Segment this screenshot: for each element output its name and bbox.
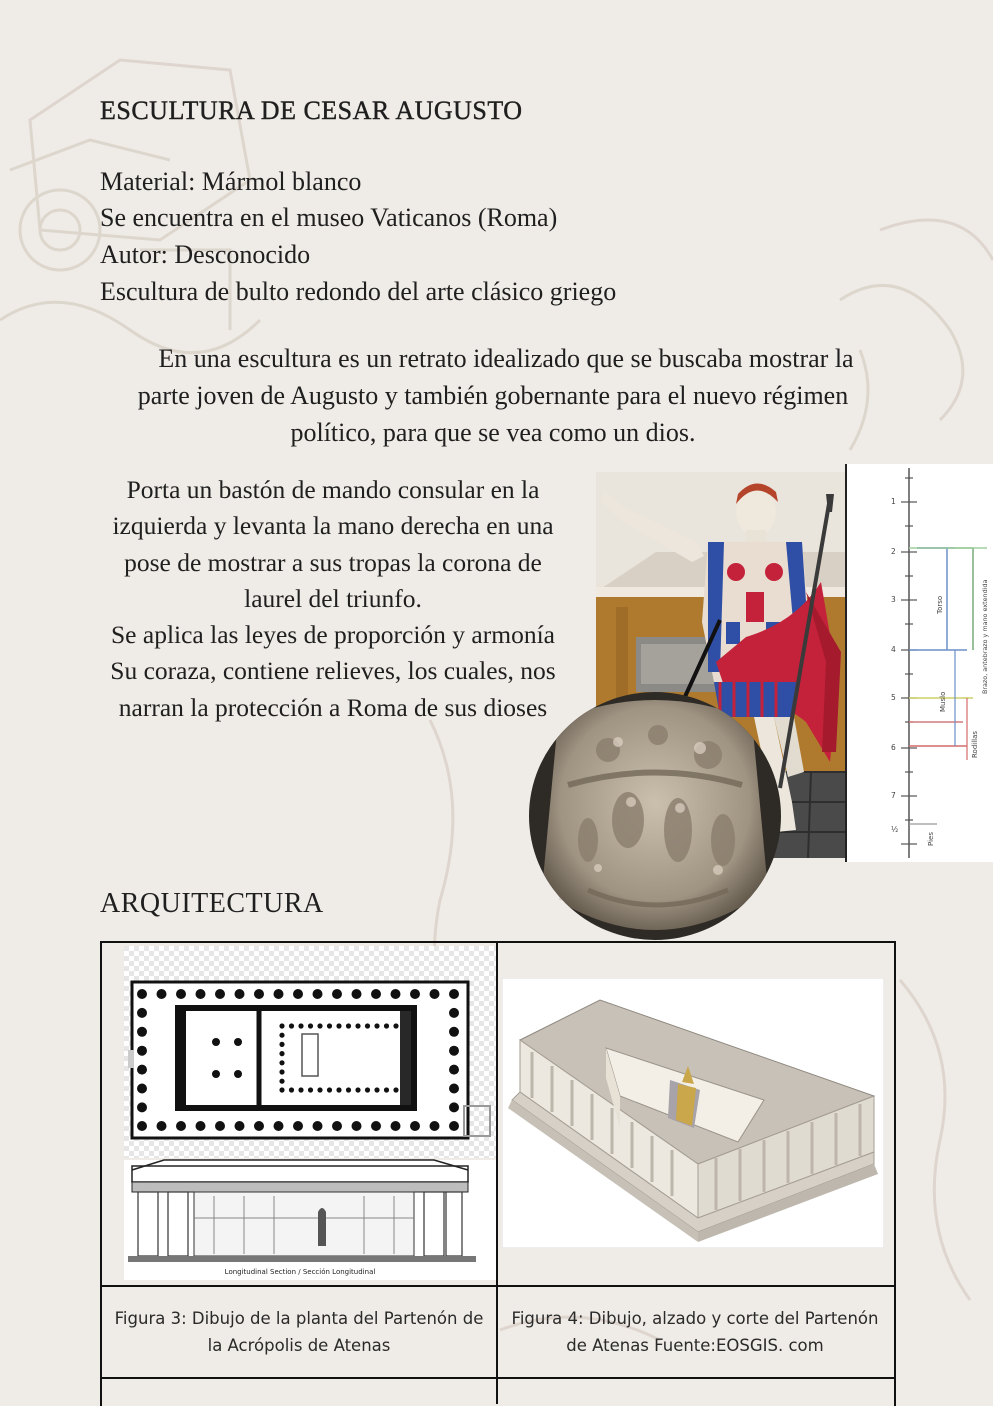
column-mark xyxy=(365,1087,370,1092)
column-mark xyxy=(289,1087,294,1092)
column-mark xyxy=(336,1023,341,1028)
column-mark xyxy=(254,989,264,999)
info-location: Se encuentra en el museo Vaticanos (Roma) xyxy=(100,203,558,232)
paragraph-line: político, para que se vea como un dios. xyxy=(290,418,696,447)
column-mark xyxy=(332,989,342,999)
column-mark xyxy=(374,1023,379,1028)
description-paragraph xyxy=(98,340,888,451)
details-paragraph xyxy=(88,472,578,726)
column-mark xyxy=(449,1046,459,1056)
column-mark xyxy=(279,1069,284,1074)
paragraph-line: Su coraza, contiene relieves, los cuales, nos xyxy=(110,656,556,686)
paragraph-line: parte joven de Augusto y también gobernante para el nuevo régimen xyxy=(137,381,849,410)
column-mark xyxy=(157,1121,167,1131)
table-divider xyxy=(100,1285,894,1287)
column-mark xyxy=(365,1023,370,1028)
column-mark xyxy=(449,1065,459,1075)
column-mark xyxy=(137,1046,147,1056)
column-mark xyxy=(176,989,186,999)
parthenon-plan-drawing xyxy=(124,946,496,1280)
column-mark xyxy=(346,1023,351,1028)
column-mark xyxy=(289,1023,294,1028)
column-mark xyxy=(391,1121,401,1131)
column-mark xyxy=(137,1102,147,1112)
column-mark xyxy=(279,1060,284,1065)
column-mark xyxy=(298,1087,303,1092)
column-mark xyxy=(449,1008,459,1018)
column-mark xyxy=(449,989,459,999)
column-mark xyxy=(196,989,206,999)
cuirass-relief-detail xyxy=(528,690,782,942)
column-mark xyxy=(332,1121,342,1131)
column-mark xyxy=(196,1121,206,1131)
chart-number: 7 xyxy=(891,791,896,800)
column-mark xyxy=(279,1042,284,1047)
column-mark xyxy=(336,1087,341,1092)
column-mark xyxy=(355,1087,360,1092)
column-mark xyxy=(298,1023,303,1028)
caption-line: Figura 3: Dibujo de la planta del Partenón de xyxy=(114,1309,484,1328)
column-mark xyxy=(327,1087,332,1092)
column-mark xyxy=(384,1023,389,1028)
paragraph-line: narran la protección a Roma de sus dioses xyxy=(118,692,548,722)
parthenon-3d-illustration xyxy=(502,978,884,1248)
column-mark xyxy=(235,1121,245,1131)
column-mark xyxy=(235,989,245,999)
figure-caption-4 xyxy=(498,1305,892,1359)
paragraph-line: pose de mostrar a sus tropas la corona de xyxy=(124,547,542,577)
paragraph-line: Porta un bastón de mando consular en la xyxy=(126,475,540,504)
caption-line: la Acrópolis de Atenas xyxy=(207,1336,391,1355)
column-mark xyxy=(449,1121,459,1131)
column-mark xyxy=(137,1121,147,1131)
column-mark xyxy=(279,1033,284,1038)
column-mark xyxy=(346,1087,351,1092)
column-mark xyxy=(215,989,225,999)
column-mark xyxy=(274,989,284,999)
column-mark xyxy=(157,989,167,999)
chart-label-pies: Pies xyxy=(927,832,935,846)
column-mark xyxy=(355,1023,360,1028)
column-mark xyxy=(279,1087,284,1092)
column-mark xyxy=(371,989,381,999)
column-mark xyxy=(279,1079,284,1084)
column-mark xyxy=(374,1087,379,1092)
info-material: Material: Mármol blanco xyxy=(100,167,362,196)
info-author: Autor: Desconocido xyxy=(100,240,311,269)
column-mark xyxy=(384,1087,389,1092)
column-mark xyxy=(449,1084,459,1094)
page-title: ESCULTURA DE CESAR AUGUSTO xyxy=(100,96,523,125)
column-mark xyxy=(293,1121,303,1131)
section-heading-architecture: ARQUITECTURA xyxy=(100,888,324,919)
column-mark xyxy=(317,1087,322,1092)
chart-number: 6 xyxy=(891,743,896,752)
caption-line: Figura 4: Dibujo, alzado y corte del Partenón xyxy=(511,1309,879,1328)
column-mark xyxy=(391,989,401,999)
column-mark xyxy=(308,1023,313,1028)
column-mark xyxy=(279,1051,284,1056)
paragraph-line: En una escultura es un retrato idealizado que se buscaba mostrar la xyxy=(158,344,854,373)
column-mark xyxy=(137,1008,147,1018)
proportion-chart xyxy=(845,464,993,862)
chart-number: 2 xyxy=(891,547,896,556)
column-mark xyxy=(393,1087,398,1092)
chart-number: ½ xyxy=(891,825,899,834)
chart-number: 4 xyxy=(891,645,896,654)
column-mark xyxy=(449,1027,459,1037)
chart-label-brazo: Brazo, antebrazo y mano extendida xyxy=(981,579,989,694)
column-mark xyxy=(137,1084,147,1094)
chart-number: 5 xyxy=(891,693,896,702)
column-mark xyxy=(176,1121,186,1131)
chart-label-rodillas: Rodillas xyxy=(971,730,979,758)
paragraph-line: laurel del triunfo. xyxy=(244,583,422,613)
column-mark xyxy=(308,1087,313,1092)
chart-label-torso: Torso xyxy=(936,595,944,614)
section-drawing-label: Longitudinal Section / Sección Longitudinal xyxy=(224,1268,376,1276)
column-mark xyxy=(215,1121,225,1131)
column-mark xyxy=(449,1102,459,1112)
chart-label-muslo: Muslo xyxy=(939,691,947,712)
column-mark xyxy=(137,1065,147,1075)
paragraph-line: Se aplica las leyes de proporción y armonía xyxy=(111,620,555,650)
column-mark xyxy=(327,1023,332,1028)
column-mark xyxy=(430,1121,440,1131)
column-mark xyxy=(410,989,420,999)
table-divider xyxy=(100,1377,894,1379)
column-mark xyxy=(313,989,323,999)
column-mark xyxy=(137,1027,147,1037)
column-mark xyxy=(279,1023,284,1028)
column-mark xyxy=(352,989,362,999)
column-mark xyxy=(274,1121,284,1131)
column-mark xyxy=(293,989,303,999)
column-mark xyxy=(393,1023,398,1028)
column-mark xyxy=(371,1121,381,1131)
caption-line: de Atenas Fuente:EOSGIS. com xyxy=(566,1336,824,1355)
paragraph-line: izquierda y levanta la mano derecha en una xyxy=(112,511,554,541)
column-mark xyxy=(352,1121,362,1131)
chart-number: 3 xyxy=(891,595,896,604)
column-mark xyxy=(410,1121,420,1131)
column-mark xyxy=(313,1121,323,1131)
info-type: Escultura de bulto redondo del arte clásico griego xyxy=(100,277,617,306)
chart-number: 1 xyxy=(891,497,896,506)
column-mark xyxy=(430,989,440,999)
figure-caption-3 xyxy=(102,1305,496,1359)
column-mark xyxy=(137,989,147,999)
column-mark xyxy=(254,1121,264,1131)
column-mark xyxy=(317,1023,322,1028)
